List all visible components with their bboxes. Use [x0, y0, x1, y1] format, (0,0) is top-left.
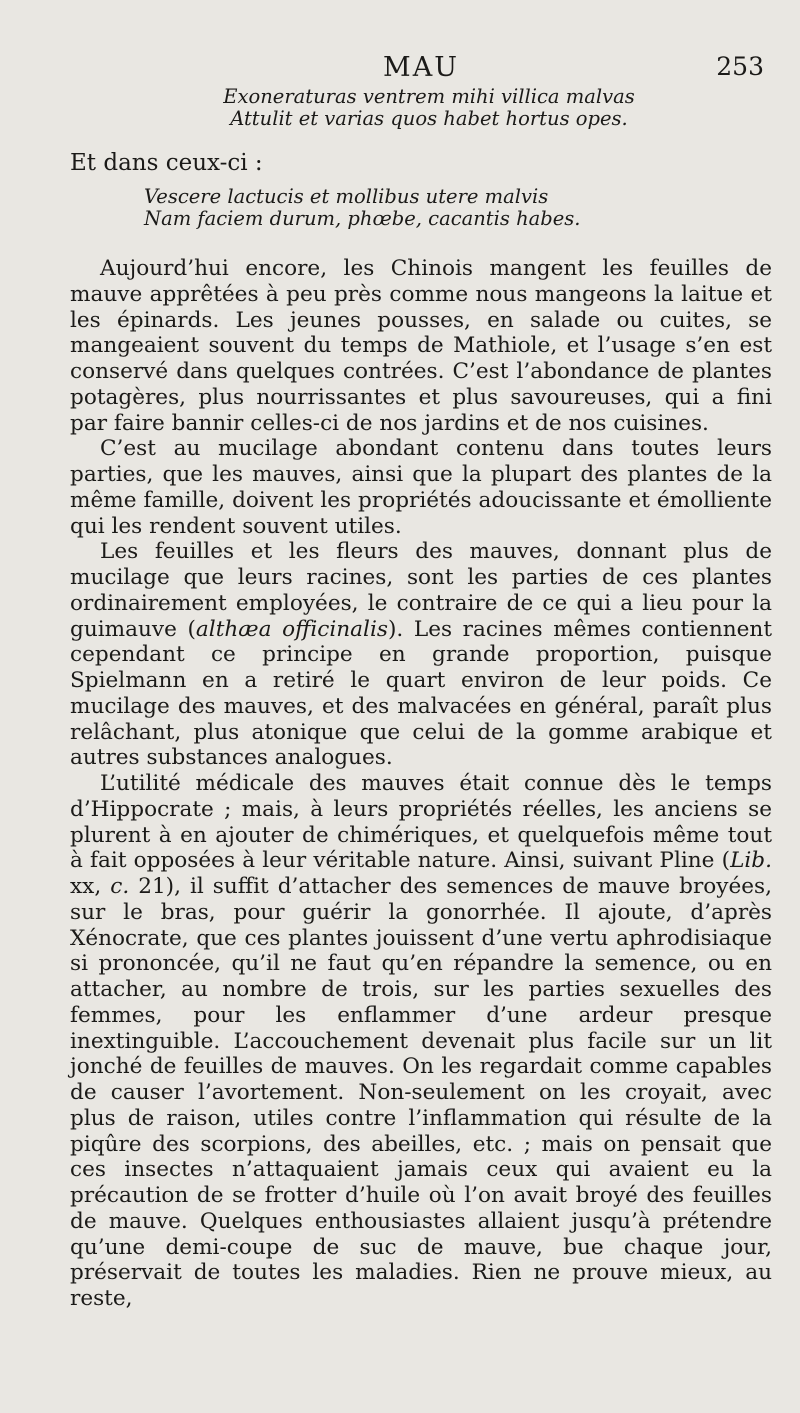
text-run: ). Les racines mêmes contiennent cependant ce principe en grande proportion, puisque Spielmann en a retiré le quart environ de leur poids. Ce mucilage des mauves, et des malvacées en général, paraît plus relâchant, plus atonique que celui de la gomme arabique et autres substances analogues. [70, 616, 772, 771]
verse-line: Vescere lactucis et mollibus utere malvis [144, 185, 549, 208]
paragraph: Aujourd’hui encore, les Chinois mangent les feuilles de mauve apprêtées à peu près comme nous mangeons la laitue et les épinards. Les jeunes pousses, en salade ou cuites, se mangeaient souvent du temps de Mathiole, et l’usage s’en est conservé dans quelques contrées. C’est l’abondance de plantes potagères, plus nourrissantes et plus savoureuses, qui a fini par faire bannir celles-ci de nos jardins et de nos cuisines. [70, 256, 772, 436]
citation-chapter: c. [110, 874, 130, 899]
text-run: Les feuilles et les fleurs des mauves, donnant plus de mucilage que leurs racines, sont les parties de ces plantes ordinairement employées, le contraire de ce qui a lieu pour la guimauve ( [70, 539, 772, 642]
paragraph [70, 771, 772, 1312]
latin-name: althæa officinalis [195, 616, 388, 642]
verse-line: Nam faciem durum, phœbe, cacantis habes. [144, 207, 581, 230]
running-head: MAU [383, 52, 459, 83]
verse-line: Attulit et varias quos habet hortus opes. [230, 107, 628, 130]
text-run: xx, [70, 874, 111, 899]
page-number: 253 [716, 52, 764, 81]
paragraph [70, 539, 772, 771]
text-run: 21), il suffit d’attacher des semences de mauve broyées, sur le bras, pour guérir la gonorrhée. Il ajoute, d’après Xénocrate, que ces plantes jouissent d’une vertu aphrodisiaque si prononcée, qu’il ne faut qu’en répandre la semence, ou en attacher, au nombre de trois, sur les parties sexuelles des femmes, pour les enflammer d’une ardeur presque inextinguible. L’accouchement devenait plus facile sur un lit jonché de feuilles de mauves. On les regardait comme capables de causer l’avortement. Non-seulement on les croyait, avec plus de raison, utiles contre l’inflammation qui résulte de la piqûre des scorpions, des abeilles, etc. ; mais on pensait que ces insectes n’attaquaient jamais ceux qui avaient eu la précaution de se frotter d’huile où l’on avait broyé des feuilles de mauve. Quelques enthousiastes allaient jusqu’à prétendre qu’une demi-coupe de suc de mauve, bue chaque jour, préservait de toutes les maladies. Rien ne prouve mieux, au reste, [70, 874, 772, 1311]
text-run: L’utilité médicale des mauves était connue dès le temps d’Hippocrate ; mais, à leurs propriétés réelles, les anciens se plurent à en ajouter de chimériques, et quelquefois même tout à fait opposées à leur véritable nature. Ainsi, suivant Pline ( [70, 771, 772, 874]
latin-verse-2 [60, 186, 772, 230]
latin-verse-1 [86, 86, 772, 130]
paragraph: C’est au mucilage abondant contenu dans toutes leurs parties, que les mauves, ainsi que la plupart des plantes de la même famille, doivent les propriétés adoucissante et émolliente qui les rendent souvent utiles. [70, 436, 772, 539]
citation-lib: Lib. [730, 848, 772, 874]
body-text [70, 256, 772, 1312]
intro-line: Et dans ceux-ci : [70, 150, 263, 176]
page-header [70, 48, 772, 86]
verse-line: Exoneraturas ventrem mihi villica malvas [223, 85, 635, 108]
